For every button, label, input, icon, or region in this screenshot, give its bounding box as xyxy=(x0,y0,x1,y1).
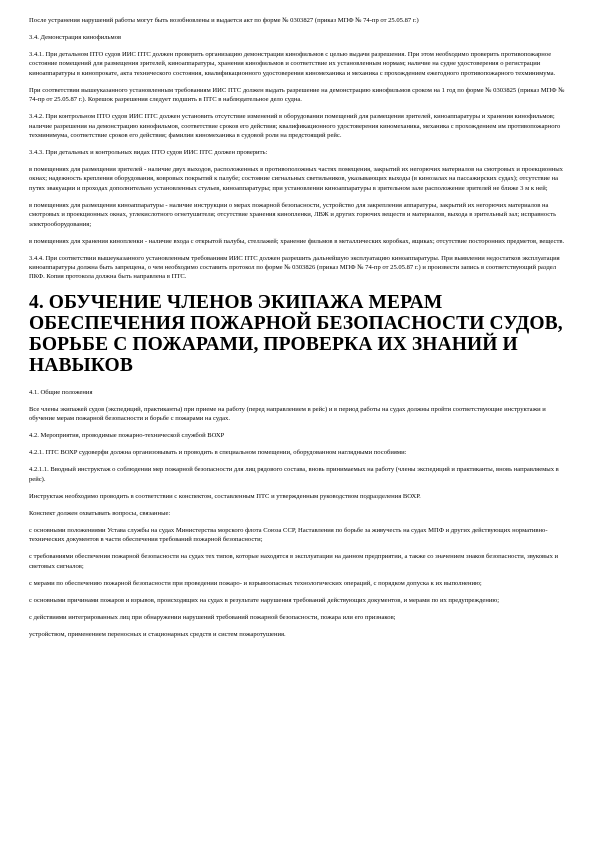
paragraph: в помещениях для хранения кинопленки - наличие входа с открытой палубы, стеллажей; хранение фильмов в металлических коробках, ящиках; отсутствие посторонних предметов, веществ. xyxy=(29,237,565,245)
paragraph: Инструктаж необходимо проводить в соответствии с конспектом, составленным ПТС и утвержденным руководством подразделения ВОХР. xyxy=(29,492,421,500)
paragraph: 4.2.1. ПТС ВОХР судоверфи должна организовывать и проводить в специальном помещении, оборудованном наглядными пособиями: xyxy=(29,449,407,457)
paragraph: 3.4.4. При соответствии вышеуказанного установленным требованиям ИИС ПТС должен разрешить дальнейшую эксплуатацию киноаппаратуры. При выявлении недостатков эксплуатация киноаппаратуры должна быть запрещена, о чем необходимо составить протокол по форме № 0303826 (приказ МПФ № 74-пр от 25.05.87 г.) и произвести запись в соответствующий раздел ПКФ. Копия протокола должна быть направлена в ПТС. xyxy=(29,254,560,281)
paragraph: Конспект должен охватывать вопросы, связанные: xyxy=(29,509,171,517)
paragraph: 3.4.3. При детальных и контрольных видах ПТО судов ИИС ПТС должен проверить: xyxy=(29,149,268,157)
paragraph: Все члены экипажей судов (экспедиций, практиканты) при приеме на работу (перед направлением в рейс) и в период работы на судах должны пройти соответствующие инструктажи и обучение мерам пожарной безопасности и борьбе с пожарами на судах. xyxy=(29,405,546,423)
subsection-title: 4.2. Мероприятия, проводимые пожарно-технической службой ВОХР xyxy=(29,432,225,440)
paragraph: с основными положениями Устава службы на судах Министерства морского флота Союза ССР, Наставления по борьбе за живучесть на судах МПФ и других действующих нормативно-технических документов в части обеспечения требований пожарной безопасности; xyxy=(29,526,548,544)
section-heading: 4. ОБУЧЕНИЕ ЧЛЕНОВ ЭКИПАЖА МЕРАМ ОБЕСПЕЧЕНИЯ ПОЖАРНОЙ БЕЗОПАСНОСТИ СУДОВ, БОРЬБЕ С ПОЖАРАМИ, ПРОВЕРКА ИХ ЗНАНИЙ И НАВЫКОВ xyxy=(29,291,563,376)
subsection-title: 4.1. Общие положения xyxy=(29,388,93,396)
subsection-title: 3.4. Демонстрация кинофильмов xyxy=(29,34,122,41)
paragraph: При соответствии вышеуказанного установленным требованиям ИИС ПТС должен выдать разрешение на демонстрацию кинофильмов сроком на 1 год по форме № 0303825 (приказ МПФ № 74-пр от 25.05.87 г.). Корешок разрешения следует подшить в ПТС в наблюдательное дело судна. xyxy=(29,86,565,104)
paragraph: в помещениях для размещения зрителей - наличие двух выходов, расположенных в противоположных частях помещения, закрытий их негорючих материалов на смотровых и проекционных окнах; надежность крепления оборудования, ковровых покрытий к палубе; состояние сигнальных светильников, указывающих выходы (в кинозалах на пассажирских судах); отсутствие на путях эвакуации и проходах дополнительно установленных стульев, киноаппаратуры; при установлении киноаппаратуры в зрительном зале расположение зрителей не ближе 3 м к ней; xyxy=(29,166,563,192)
paragraph: с мерами по обеспечению пожарной безопасности при проведении пожаро- и взрывоопасных технологических операций, с порядком допуска к их выполнению; xyxy=(29,579,482,587)
paragraph: в помещениях для размещения киноаппаратуры - наличие инструкции о мерах пожарной безопасности, устройство для закрепления аппаратуры, закрытий их негорючих материалов на смотровых и проекционных окнах, углекислотного огнетушителя; отсутствие хранения кинопленки, ЛВЖ и других горючих веществ и материалов, выхода в зрительный зал; исправность электрооборудования; xyxy=(29,201,557,228)
paragraph: с действиями интегрированных лиц при обнаружении нарушений требований пожарной безопасности, пожара или его признаков; xyxy=(29,613,396,621)
paragraph: устройством, применением переносных и стационарных средств и систем пожаротушения. xyxy=(29,630,286,638)
paragraph: 3.4.2. При контрольном ПТО судов ИИС ПТС должен установить отсутствие изменений в оборудовании помещений для размещения зрителей, киноаппаратуры и хранения кинофильмов; наличие разрешения на демонстрацию кинофильмов, соответствие сроков его действия; квалификационного удостоверения киномеханика, механика с прохождением им противопожарного техминимума, соответствие сроков его действия; фамилии киномеханика в судовой роли на предстоящий рейс. xyxy=(29,113,561,140)
paragraph: с требованиями обеспечения пожарной безопасности на судах тех типов, которые находятся в эксплуатации на данном предприятии, а также со значением знаков безопасности, звуковых и световых сигналов; xyxy=(29,553,559,570)
paragraph: 3.4.1. При детальном ПТО судов ИИС ПТС должен проверить организацию демонстрации кинофильмов с целью выдачи разрешения. При этом необходимо проверить противопожарное состояние помещений для размещения зрителей, киноаппаратуры, хранения кинофильмов и соответствие их установленным нормам; наличие на судне удостоверения о регистрации киноаппаратуры в кинопрокате, акта технического состояния, квалификационного удостоверения киномеханика и механика с прохождением ежегодного противопожарного техминимума. xyxy=(29,51,556,77)
paragraph: 4.2.1.1. Вводный инструктаж о соблюдении мер пожарной безопасности для лиц рядового состава, вновь принимаемых на работу (члены экспедиций и практиканты, вновь направляемых в рейс). xyxy=(29,466,559,483)
paragraph: После устранения нарушений работы могут быть возобновлены и выдается акт по форме № 0303827 (приказ МПФ № 74-пр от 25.05.87 г.) xyxy=(29,17,419,24)
paragraph: с основными причинами пожаров и взрывов, происходящих на судах в результате нарушения требований действующих документов, и мерами по их предупреждению; xyxy=(29,596,500,604)
